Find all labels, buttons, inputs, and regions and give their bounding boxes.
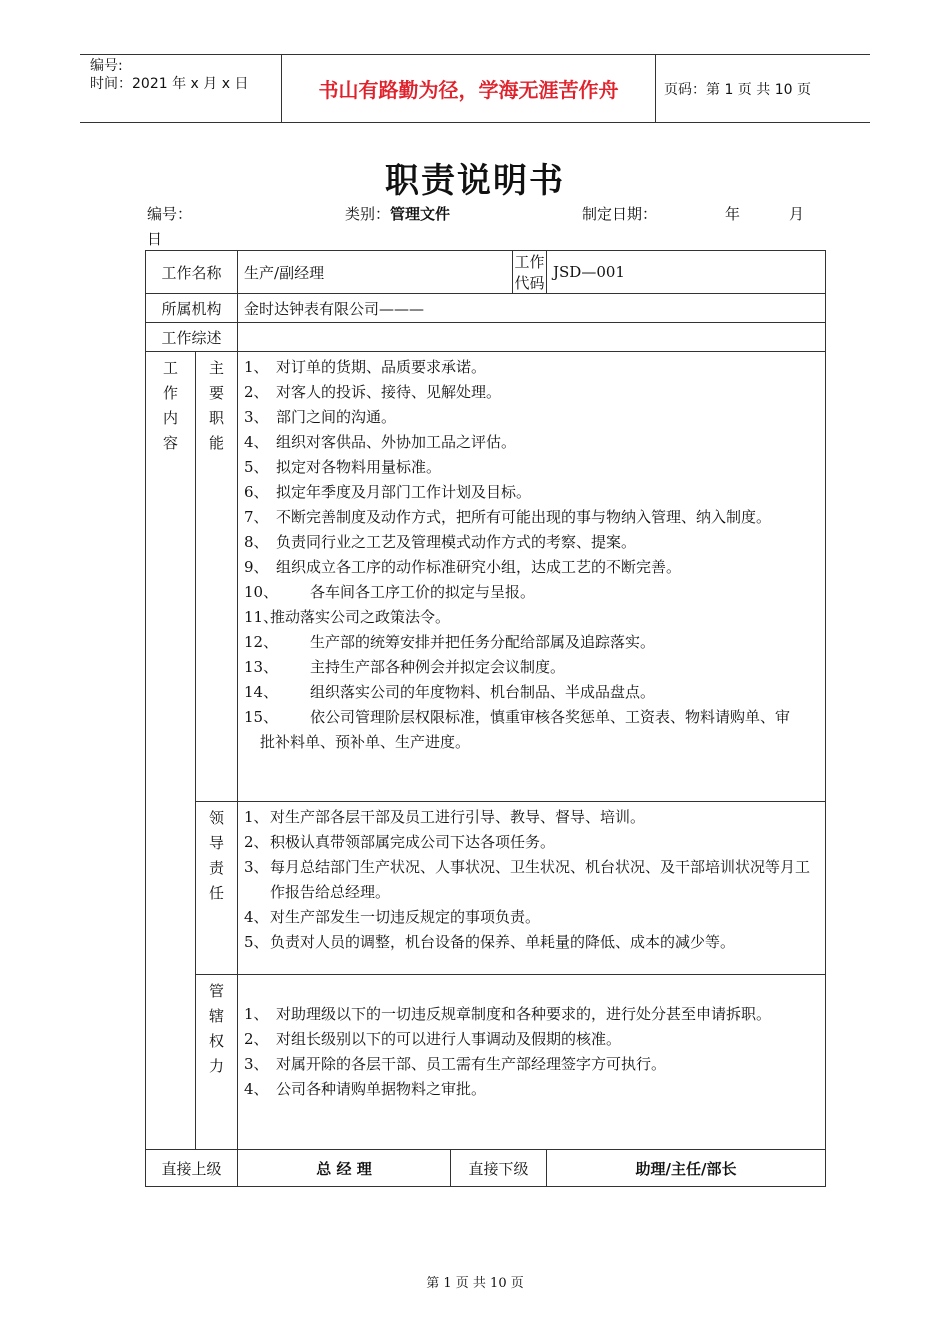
doc-month-label: 月	[789, 205, 805, 223]
row-lead	[146, 802, 826, 975]
list-item: 11、推动落实公司之政策法令。	[244, 608, 451, 626]
list-item: 4、对生产部发生一切违反规定的事项负责。	[244, 908, 541, 926]
list-item: 3、 部门之间的沟通。	[244, 408, 397, 426]
doc-category-label: 类别：	[345, 205, 391, 223]
summary-value	[238, 323, 826, 352]
list-item: 5、 拟定对各物料用量标准。	[244, 458, 442, 476]
doc-date-label: 制定日期：	[582, 205, 658, 223]
lead-list	[238, 802, 826, 975]
doc-category-value: 管理文件	[390, 205, 451, 223]
list-item: 15、 依公司管理阶层权限标准，慎重审核各奖惩单、工资表、物料请购单、审	[244, 708, 791, 726]
header-page-number: 页码：第 1 页 共 10 页	[664, 82, 811, 98]
job-name-label: 工作名称	[146, 251, 238, 294]
power-list	[238, 975, 826, 1150]
superior-value: 总 经 理	[238, 1150, 451, 1187]
list-item: 8、 负责同行业之工艺及管理模式动作方式的考察、提案。	[244, 533, 637, 551]
row-job-name	[146, 251, 826, 294]
list-item: 2、 对组长级别以下的可以进行人事调动及假期的核准。	[244, 1030, 622, 1048]
list-item: 9、 组织成立各工序的动作标准研究小组，达成工艺的不断完善。	[244, 558, 682, 576]
list-item: 13、 主持生产部各种例会并拟定会议制度。	[244, 658, 566, 676]
document-title: 职责说明书	[385, 161, 565, 201]
superior-label: 直接上级	[146, 1150, 238, 1187]
header-bottom-rule	[80, 122, 870, 123]
list-item: 4、 组织对客供品、外协加工品之评估。	[244, 433, 517, 451]
doc-day-label: 日	[147, 230, 163, 248]
org-label: 所属机构	[146, 294, 238, 323]
duty-table	[145, 250, 826, 1187]
list-item: 5、负责对人员的调整，机台设备的保养、单耗量的降低、成本的减少等。	[244, 933, 736, 951]
doc-year-label: 年	[725, 205, 741, 223]
doc-category	[345, 203, 450, 224]
list-item: 3、每月总结部门生产状况、人事状况、卫生状况、机台状况、及干部培训状况等月工作报告给总经理。	[244, 858, 811, 901]
job-name-value: 生产/副经理	[238, 251, 513, 294]
duties-label: 主 要 职 能	[196, 352, 238, 802]
summary-label: 工作综述	[146, 323, 238, 352]
header-code-label: 编号:	[90, 58, 123, 74]
list-item: 3、 对属开除的各层干部、员工需有生产部经理签字方可执行。	[244, 1055, 667, 1073]
list-item: 12、 生产部的统筹安排并把任务分配给部属及追踪落实。	[244, 633, 656, 651]
subordinate-value: 助理/主任/部长	[547, 1150, 826, 1187]
list-item: 2、 对客人的投诉、接待、见解处理。	[244, 383, 502, 401]
subordinate-label: 直接下级	[451, 1150, 547, 1187]
list-item: 10、 各车间各工序工价的拟定与呈报。	[244, 583, 536, 601]
list-item: 14、 组织落实公司的年度物料、机台制品、半成品盘点。	[244, 683, 656, 701]
header-motto: 书山有路勤为径，学海无涯苦作舟	[318, 78, 619, 102]
list-item: 1、 对助理级以下的一切违反规章制度和各种要求的，进行处分甚至申请拆职。	[244, 1005, 772, 1023]
header-top-rule	[80, 54, 870, 55]
row-duties	[146, 352, 826, 802]
lead-label: 领 导 责 任	[196, 802, 238, 975]
row-power	[146, 975, 826, 1150]
job-code-value: JSD—001	[547, 251, 826, 294]
doc-code-label: 编号：	[147, 205, 193, 223]
row-summary	[146, 323, 826, 352]
row-org	[146, 294, 826, 323]
list-item: 4、 公司各种请购单据物料之审批。	[244, 1080, 487, 1098]
list-item-continuation: 批补料单、预补单、生产进度。	[260, 733, 471, 751]
org-value: 金时达钟表有限公司———	[238, 294, 826, 323]
list-item: 1、 对订单的货期、品质要求承诺。	[244, 358, 487, 376]
list-item: 6、 拟定年季度及月部门工作计划及目标。	[244, 483, 532, 501]
job-code-label: 工作代码	[513, 251, 547, 294]
content-label: 工 作 内 容	[146, 352, 196, 1150]
list-item: 7、 不断完善制度及动作方式，把所有可能出现的事与物纳入管理、纳入制度。	[244, 508, 772, 526]
list-item: 1、对生产部各层干部及员工进行引导、教导、督导、培训。	[244, 808, 646, 826]
header-time: 时间：2021 年 x 月 x 日	[90, 76, 249, 92]
page-footer: 第 1 页 共 10 页	[426, 1276, 524, 1291]
power-label: 管 辖 权 力	[196, 975, 238, 1150]
list-item: 2、积极认真带领部属完成公司下达各项任务。	[244, 833, 556, 851]
header-divider	[655, 54, 656, 122]
duties-list	[238, 352, 826, 802]
header-info	[90, 57, 248, 93]
row-reporting	[146, 1150, 826, 1187]
